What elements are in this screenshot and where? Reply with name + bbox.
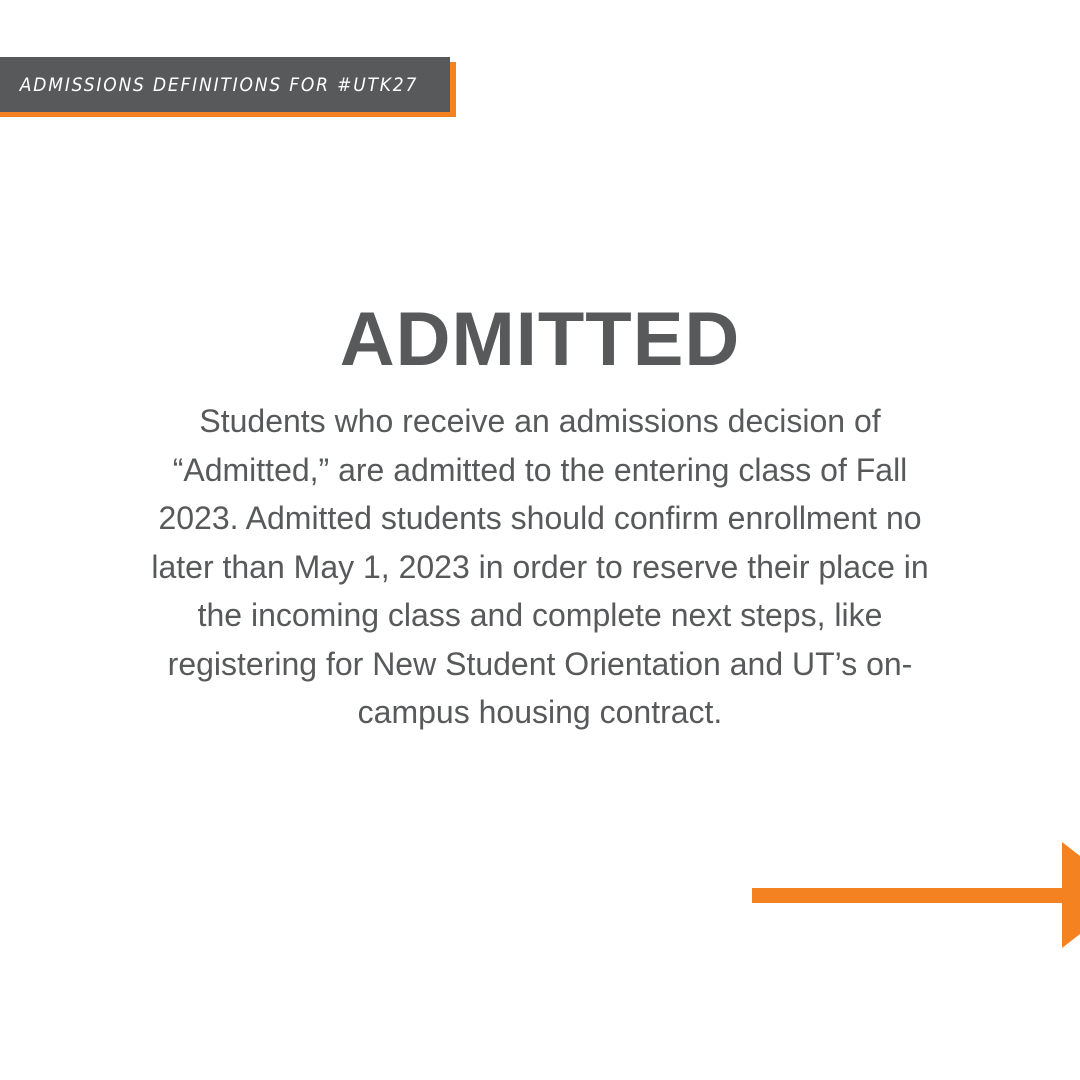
banner-label: ADMISSIONS DEFINITIONS FOR #UTK27 xyxy=(19,73,419,96)
definition-text: Students who receive an admissions decision of “Admitted,” are admitted to the entering class of Fall 2023. Admitted students should confirm enrollment no later than May 1, 2023 in order to reserve their place in the incoming class and complete next steps, like registering for New Student Orientation and UT’s on-campus housing contract. xyxy=(151,403,929,730)
arrow-right-icon xyxy=(752,842,1080,948)
header-banner xyxy=(0,57,456,117)
page-title: ADMITTED xyxy=(339,297,741,382)
banner-label-box xyxy=(0,57,450,112)
